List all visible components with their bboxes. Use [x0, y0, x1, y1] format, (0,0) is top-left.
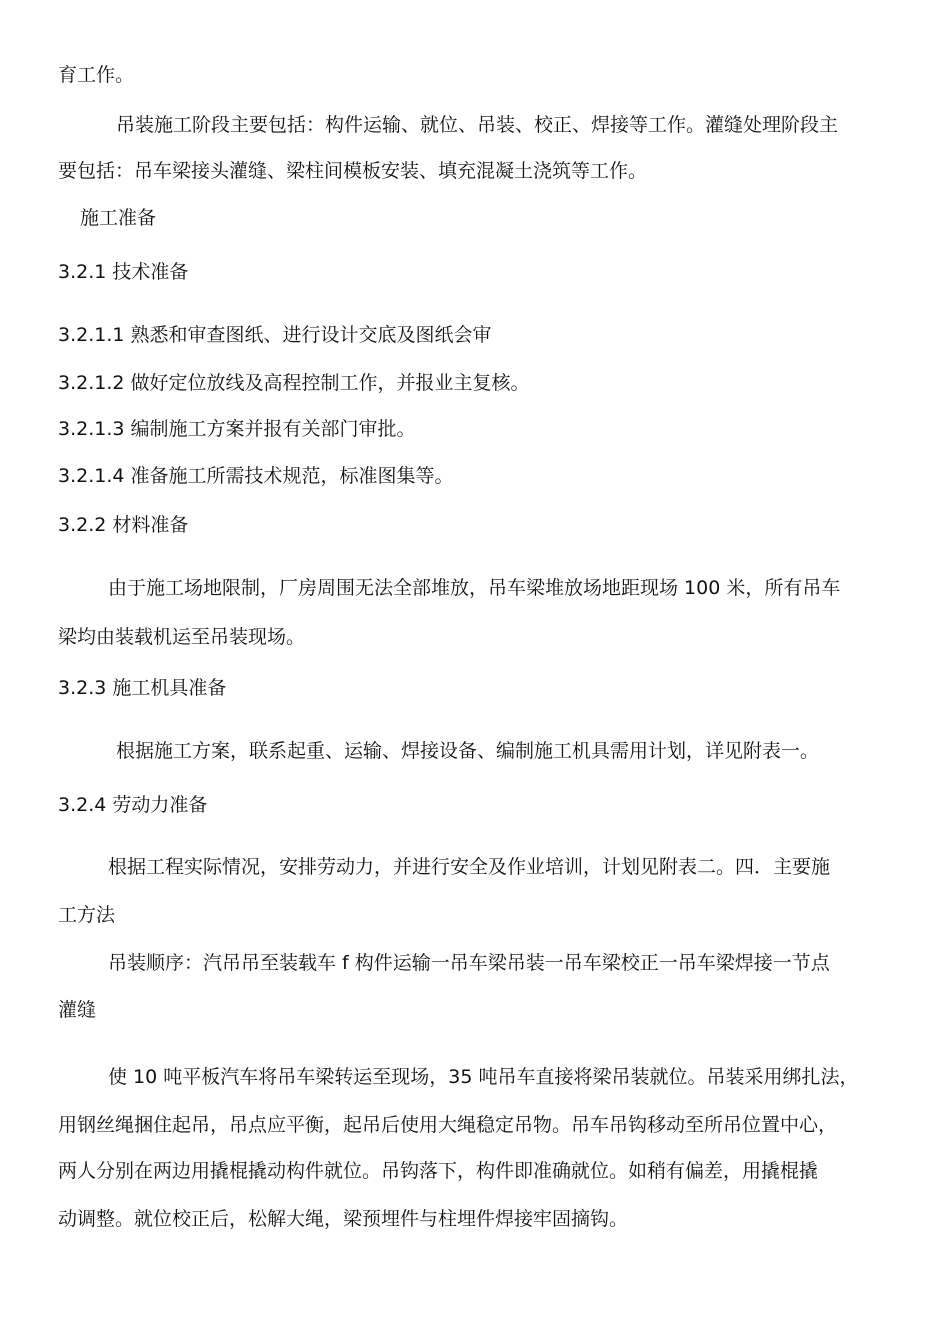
text-line: 吊装顺序：汽吊吊至装载车 f 构件运输一吊车梁吊装一吊车梁校正一吊车梁焊接一节点 [108, 952, 830, 974]
text-line: 梁均由装载机运至吊装现场。 [58, 626, 306, 648]
section-heading: 3.2.3 施工机具准备 [58, 677, 227, 699]
text-line: 要包括：吊车梁接头灌缝、梁柱间模板安装、填充混凝土浇筑等工作。 [58, 160, 648, 182]
text-line: 吊装施工阶段主要包括：构件运输、就位、吊装、校正、焊接等工作。灌缝处理阶段主 [116, 114, 839, 136]
text-line: 动调整。就位校正后，松解大绳，梁预埋件与柱埋件焊接牢固摘钩。 [58, 1208, 629, 1230]
text-line: 3.2.1.2 做好定位放线及高程控制工作，并报业主复核。 [58, 372, 530, 394]
text-line: 3.2.1.3 编制施工方案并报有关部门审批。 [58, 418, 416, 440]
text-line: 两人分别在两边用撬棍撬动构件就位。吊钩落下，构件即准确就位。如稍有偏差，用撬棍撬 [58, 1160, 819, 1182]
text-line: 根据施工方案，联系起重、运输、焊接设备、编制施工机具需用计划，详见附表一。 [116, 740, 820, 762]
section-heading: 施工准备 [80, 207, 157, 229]
section-heading: 3.2.1 技术准备 [58, 261, 189, 283]
text-line: 3.2.1.4 准备施工所需技术规范，标准图集等。 [58, 465, 454, 487]
text-line: 根据工程实际情况，安排劳动力，并进行安全及作业培训，计划见附表二。四．主要施 [108, 856, 831, 878]
text-line: 育工作。 [58, 64, 135, 86]
text-line: 工方法 [58, 904, 116, 926]
text-line: 用钢丝绳捆住起吊，吊点应平衡，起吊后使用大绳稳定吊物。吊车吊钩移动至所吊位置中心， [58, 1114, 838, 1136]
text-line: 灌缝 [58, 999, 97, 1021]
section-heading: 3.2.4 劳动力准备 [58, 794, 208, 816]
text-line: 3.2.1.1 熟悉和审查图纸、进行设计交底及图纸会审 [58, 324, 492, 346]
text-line: 由于施工场地限制，厂房周围无法全部堆放，吊车梁堆放场地距现场 100 米，所有吊车 [108, 577, 841, 599]
text-line: 使 10 吨平板汽车将吊车梁转运至现场，35 吨吊车直接将梁吊装就位。吊装采用绑扎法， [108, 1066, 859, 1088]
section-heading: 3.2.2 材料准备 [58, 514, 189, 536]
